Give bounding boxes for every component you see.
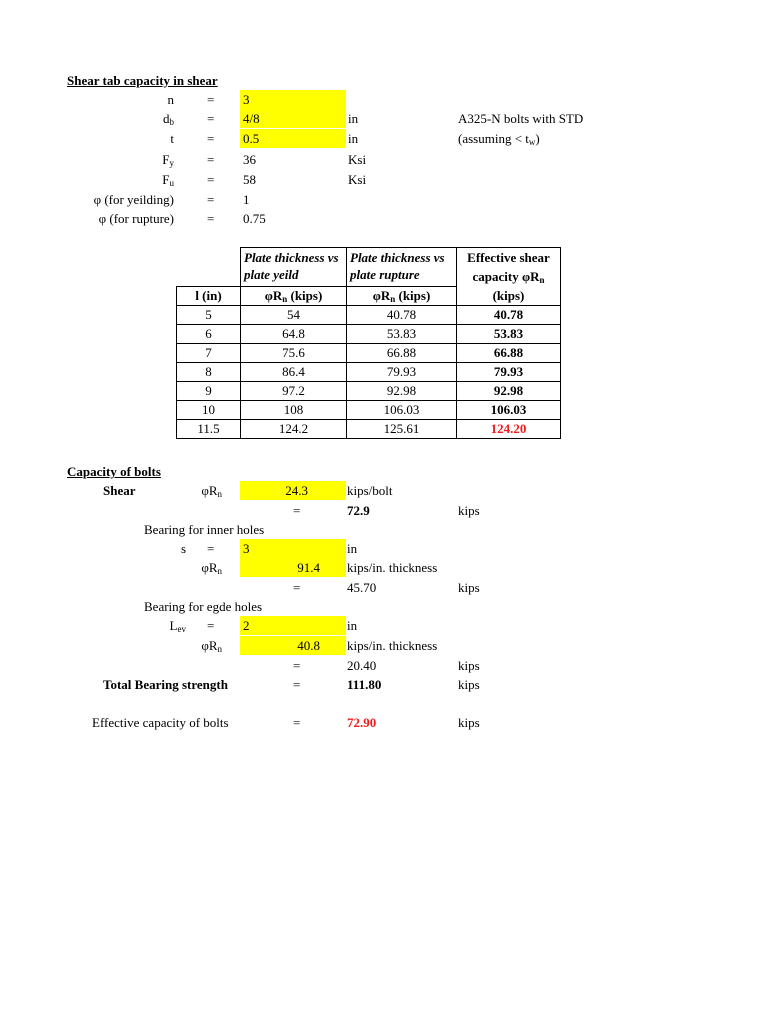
effective-capacity-value: 72.90	[347, 715, 377, 730]
cell-l: 7	[177, 344, 241, 363]
inner-holes-title: Bearing for inner holes	[144, 522, 265, 537]
total-bearing-label: Total Bearing strength	[103, 677, 228, 692]
input-t-cell[interactable]: 0.5	[240, 129, 346, 148]
input-db-cell[interactable]: 4/8	[240, 109, 346, 128]
cell-effective: 53.83	[457, 325, 561, 344]
input-n-cell[interactable]: 3	[240, 90, 346, 109]
header-yield-title: Plate thickness vs plate yeild	[241, 248, 347, 287]
header-rupture-title: Plate thickness vs plate rupture	[347, 248, 457, 287]
unit-t: in	[348, 131, 359, 146]
edge-total: 20.40	[347, 658, 377, 673]
equals-sign: =	[207, 192, 215, 207]
param-label-fu: $F_u$	[162, 172, 174, 188]
table-row	[177, 420, 561, 439]
param-label-phi-yield: φ (for yeilding)	[93, 192, 174, 207]
table-row	[177, 306, 561, 325]
cell-rupture: 79.93	[347, 363, 457, 382]
phi-rn-label: $\varphi R_n$	[201, 638, 222, 654]
equals-sign: =	[207, 211, 215, 226]
spacing-label: s	[180, 541, 186, 556]
cell-rupture: 53.83	[347, 325, 457, 344]
edge-holes-title: Bearing for egde holes	[144, 599, 263, 614]
equals-sign: =	[207, 131, 215, 146]
cell-l: 5	[177, 306, 241, 325]
value-phi-yield: 1	[243, 192, 250, 207]
phi-rn-label: $\varphi R_n$	[201, 560, 222, 576]
cell-rupture: 66.88	[347, 344, 457, 363]
header-effective: Effective shear capacity $\varphi R_n$ (kips)	[457, 248, 561, 306]
equals-sign: =	[207, 152, 215, 167]
cell-effective: 92.98	[457, 382, 561, 401]
cell-yield: 124.2	[241, 420, 347, 439]
shear-label: Shear	[103, 483, 136, 498]
cell-l: 11.5	[177, 420, 241, 439]
unit-kips-per-thickness: kips/in. thickness	[347, 560, 438, 575]
unit-kips: kips	[458, 677, 480, 692]
cell-rupture: 106.03	[347, 401, 457, 420]
param-label-t: t	[170, 131, 174, 146]
inner-total: 45.70	[347, 580, 377, 595]
cell-effective: 66.88	[457, 344, 561, 363]
shear-tab-heading: Shear tab capacity in shear	[67, 73, 218, 88]
param-label-fy: $F_y$	[162, 152, 174, 168]
value-fu: 58	[243, 172, 256, 187]
input-inner-phi-rn[interactable]: 91.4	[240, 558, 346, 577]
header-phi-yield: $\varphi R_n$ (kips)	[241, 287, 347, 306]
equals-sign: =	[293, 677, 301, 692]
unit-db: in	[348, 111, 359, 126]
param-label-phi-rupture: φ (for rupture)	[98, 211, 174, 226]
equals-sign: =	[207, 541, 215, 556]
bolts-heading: Capacity of bolts	[67, 464, 161, 479]
cell-effective-governing: 124.20	[457, 420, 561, 439]
total-bearing-value: 111.80	[347, 677, 382, 692]
input-edge-phi-rn[interactable]: 40.8	[240, 636, 346, 655]
cell-rupture: 125.61	[347, 420, 457, 439]
equals-sign: =	[207, 618, 215, 633]
effective-capacity-label: Effective capacity of bolts	[92, 715, 229, 730]
table-row	[177, 401, 561, 420]
unit-fy: Ksi	[348, 152, 367, 167]
cell-yield: 54	[241, 306, 347, 325]
cell-yield: 64.8	[241, 325, 347, 344]
unit-kips: kips	[458, 658, 480, 673]
unit-kips-per-bolt: kips/bolt	[347, 483, 393, 498]
input-lev[interactable]: 2	[240, 616, 346, 635]
lev-label: $L_{ev}$	[169, 618, 186, 634]
input-spacing[interactable]: 3	[240, 539, 346, 558]
unit-kips: kips	[458, 580, 480, 595]
cell-effective: 79.93	[457, 363, 561, 382]
cell-effective: 40.78	[457, 306, 561, 325]
unit-in: in	[347, 541, 358, 556]
equals-sign: =	[207, 111, 215, 126]
equals-sign: =	[293, 580, 301, 595]
equals-sign: =	[207, 92, 215, 107]
unit-kips: kips	[458, 715, 480, 730]
cell-yield: 97.2	[241, 382, 347, 401]
table-row	[177, 363, 561, 382]
shear-total: 72.9	[347, 503, 370, 518]
equals-sign: =	[207, 172, 215, 187]
cell-rupture: 92.98	[347, 382, 457, 401]
cell-yield: 86.4	[241, 363, 347, 382]
phi-rn-label: $\varphi R_n$	[201, 483, 222, 499]
cell-l: 9	[177, 382, 241, 401]
input-shear-phi-rn[interactable]: 24.3	[240, 481, 346, 500]
unit-kips: kips	[458, 503, 480, 518]
table-row	[177, 344, 561, 363]
unit-in: in	[347, 618, 358, 633]
cell-rupture: 40.78	[347, 306, 457, 325]
header-phi-rupture: $\varphi R_n$ (kips)	[347, 287, 457, 306]
cell-l: 6	[177, 325, 241, 344]
equals-sign: =	[293, 715, 301, 730]
value-fy: 36	[243, 152, 256, 167]
cell-yield: 108	[241, 401, 347, 420]
unit-kips-per-thickness: kips/in. thickness	[347, 638, 438, 653]
equals-sign: =	[293, 503, 301, 518]
capacity-table	[176, 247, 561, 439]
value-phi-rupture: 0.75	[243, 211, 266, 226]
cell-l: 8	[177, 363, 241, 382]
note-assumption: (assuming < $t_w$)	[458, 131, 540, 147]
table-header-row	[177, 248, 561, 287]
header-l: l (in)	[177, 287, 241, 306]
table-row	[177, 382, 561, 401]
cell-l: 10	[177, 401, 241, 420]
cell-yield: 75.6	[241, 344, 347, 363]
param-label-n: n	[167, 92, 174, 107]
table-row	[177, 325, 561, 344]
equals-sign: =	[293, 658, 301, 673]
param-label-db: $d_b$	[163, 111, 174, 127]
header-blank-cell	[177, 248, 241, 287]
cell-effective: 106.03	[457, 401, 561, 420]
note-bolt-type: A325-N bolts with STD	[458, 111, 584, 126]
unit-fu: Ksi	[348, 172, 367, 187]
